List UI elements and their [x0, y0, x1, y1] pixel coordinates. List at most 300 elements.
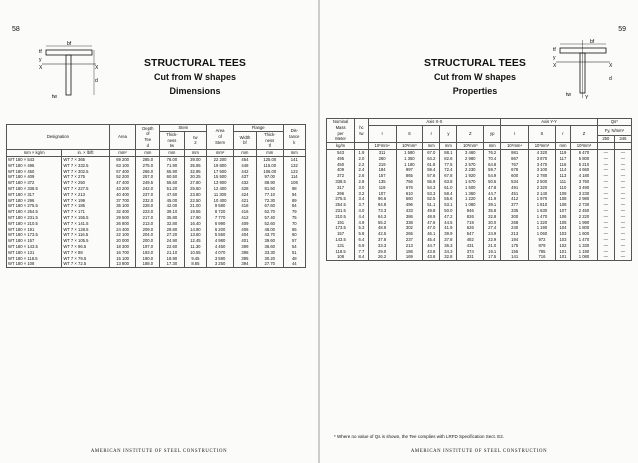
table-cell: WT 180 × 409 [7, 174, 62, 180]
table-cell: 2.8 [355, 179, 369, 185]
table-cell: 4 180 [571, 173, 598, 179]
left-page [0, 0, 318, 463]
table-cell: — [597, 237, 614, 243]
table-cell: 84.8 [368, 202, 396, 208]
table-cell: 401 [233, 238, 256, 244]
table-cell: 268 [501, 220, 529, 226]
table-cell: 547 [457, 231, 484, 237]
table-cell: 16 700 [109, 250, 136, 256]
table-cell: 1 350 [396, 156, 423, 162]
table-cell: WT 180 × 173.5 [7, 232, 62, 238]
table-cell: 47.2 [440, 214, 457, 220]
table-cell: 2 780 [529, 173, 556, 179]
table-cell: 65 [283, 227, 305, 233]
table-cell: 2 500 [529, 179, 556, 185]
table-cell: 13 900 [207, 180, 234, 186]
table-cell: 77.10 [256, 192, 283, 198]
table-cell: 188.0 [136, 261, 160, 267]
table-cell: WT 180 × 210.5 [7, 221, 62, 227]
table-cell: 76.2 [484, 149, 501, 155]
table-cell: 209.0 [136, 227, 160, 233]
table-cell: 756 [396, 179, 423, 185]
table-cell: 6 990 [207, 221, 234, 227]
table-cell: — [614, 179, 631, 185]
table-cell: 51.1 [423, 202, 440, 208]
table-cell: 37.8 [440, 237, 457, 243]
table-cell: 2 140 [529, 191, 556, 197]
table-cell: 194 [501, 237, 529, 243]
table-cell: — [614, 202, 631, 208]
table-cell: 61.8 [423, 162, 440, 168]
table-cell: 110 [555, 185, 570, 191]
table-cell: — [597, 243, 614, 249]
table-cell: 409 [233, 221, 256, 227]
table-cell: 35 100 [109, 203, 136, 209]
table-cell: WT 7 × 171 [62, 209, 109, 215]
table-cell: 157 [368, 173, 396, 179]
table-cell: 111 [555, 179, 570, 185]
x-label-left: X [553, 63, 557, 69]
table-cell: 102 [555, 243, 570, 249]
table-cell: 88.1 [440, 149, 457, 155]
table-cell: 3.7 [355, 202, 369, 208]
table-cell: WT 7 × 213 [62, 192, 109, 198]
table-cell: 275.0 [136, 163, 160, 169]
table-cell: 32.95 [184, 169, 207, 175]
x-label-right: X [95, 65, 99, 71]
tee-section-diagram [38, 40, 100, 102]
table-cell: 22.60 [160, 244, 184, 250]
table-cell: 63.8 [440, 179, 457, 185]
table-cell: 249.5 [136, 180, 160, 186]
table-cell: 19.1 [484, 249, 501, 255]
table-cell: 409 [327, 167, 355, 173]
table-cell: — [597, 202, 614, 208]
table-cell: 496 [396, 202, 423, 208]
table-cell: WT 180 × 296 [7, 198, 62, 204]
table-cell: 231.5 [327, 208, 355, 214]
table-cell: 6.9 [355, 243, 369, 249]
table-cell: 114 [283, 174, 305, 180]
table-cell: 437 [233, 174, 256, 180]
table-cell: — [597, 249, 614, 255]
table-cell: — [597, 191, 614, 197]
table-cell: 2 320 [529, 185, 556, 191]
table-cell: WT 7 × 79.5 [62, 256, 109, 262]
table-cell: WT 180 × 275.5 [7, 203, 62, 209]
table-cell: — [614, 237, 631, 243]
table-cell: 116 [555, 162, 570, 168]
table-cell: 4 980 [207, 238, 234, 244]
table-cell: 981 [501, 149, 529, 155]
table-cell: 406 [233, 227, 256, 233]
page-title: STRUCTURAL TEES [144, 57, 246, 69]
table-cell: — [614, 173, 631, 179]
table-cell: 8 720 [207, 209, 234, 215]
x-label-left: X [39, 65, 43, 71]
table-cell: 42.00 [160, 203, 184, 209]
table-cell: 404 [233, 232, 256, 238]
table-cell: 108 [283, 180, 305, 186]
table-cell: 416 [233, 209, 256, 215]
width-header: Width bf [233, 131, 256, 149]
table-cell: 3.2 [355, 191, 369, 197]
table-cell: 32.8 [440, 254, 457, 260]
table-cell: 45.00 [160, 198, 184, 204]
table-cell: 331 [457, 254, 484, 260]
table-cell: 219 [368, 162, 396, 168]
table-cell: 22.50 [184, 198, 207, 204]
table-cell: 610 [396, 191, 423, 197]
table-cell: 448 [233, 163, 256, 169]
table-cell: 106 [555, 214, 570, 220]
table-cell: 266.0 [136, 169, 160, 175]
table-cell: 19.55 [184, 209, 207, 215]
table-cell: WT 180 × 495 [7, 163, 62, 169]
table-cell: 57.6 [423, 173, 440, 179]
table-cell: 442 [233, 169, 256, 175]
table-cell: 175 [501, 243, 529, 249]
table-cell: 119 [368, 185, 396, 191]
table-cell: 421 [233, 198, 256, 204]
table-cell: 1 810 [529, 202, 556, 208]
axis-xx-header: Axis X-X [368, 119, 501, 126]
table-cell: 96.6 [368, 196, 396, 202]
table-cell: 81.50 [256, 186, 283, 192]
table-cell: 37 700 [109, 198, 136, 204]
table-cell: — [614, 196, 631, 202]
tf-label: tf [39, 49, 42, 55]
table-cell: 626 [457, 225, 484, 231]
table-cell: 55.6 [440, 196, 457, 202]
table-cell: 210.5 [327, 214, 355, 220]
page-number: 58 [12, 26, 20, 33]
table-cell: 6 200 [207, 227, 234, 233]
table-cell: 132 [283, 163, 305, 169]
table-cell: 237 [396, 237, 423, 243]
table-cell: 433 [396, 208, 423, 214]
table-cell: 560 [396, 196, 423, 202]
table-cell: 44.7 [423, 243, 440, 249]
axis-yy-header: Axis Y-Y [501, 119, 598, 126]
table-cell: 41.9 [484, 196, 501, 202]
table-cell: 184 [368, 167, 396, 173]
table-cell: 240 [501, 225, 529, 231]
table-cell: 228.0 [136, 203, 160, 209]
table-cell: 22 100 [109, 232, 136, 238]
table-cell: 451 [501, 191, 529, 197]
table-cell: 543 [327, 149, 355, 155]
table-cell: 107 [555, 208, 570, 214]
bf-label: bf [590, 39, 595, 45]
table-cell: 1 470 [529, 214, 556, 220]
table-cell: — [614, 149, 631, 155]
table-cell: WT 180 × 118.5 [7, 256, 62, 262]
table-cell: 5.3 [355, 225, 369, 231]
table-cell: 155 [501, 249, 529, 255]
dimensions-table [6, 124, 306, 268]
hc-tw-header: hc tw [355, 119, 369, 143]
table-cell: 5 800 [571, 156, 598, 162]
table-cell: 3 460 [457, 149, 484, 155]
table-cell: 24.90 [160, 238, 184, 244]
table-cell: 946 [457, 208, 484, 214]
table-cell: WT 7 × 365 [62, 156, 109, 162]
table-cell: — [597, 220, 614, 226]
table-cell: 143.5 [327, 237, 355, 243]
table-cell: 826 [457, 214, 484, 220]
table-cell: 59.7 [484, 167, 501, 173]
table-cell: 157 [327, 231, 355, 237]
table-cell: 242.0 [136, 186, 160, 192]
table-cell: 1 330 [571, 243, 598, 249]
table-cell: 9 580 [207, 203, 234, 209]
table-cell: 27.4 [484, 225, 501, 231]
table-cell: 1 080 [571, 254, 598, 260]
table-cell: 338 [396, 220, 423, 226]
table-cell: 47.8 [484, 185, 501, 191]
table-cell: 47.6 [423, 220, 440, 226]
depth-header: Depth of Tee d [136, 125, 160, 150]
table-cell: 2 980 [571, 196, 598, 202]
section-title: Dimensions [169, 86, 221, 96]
table-cell: 105 [555, 220, 570, 226]
table-cell: 60 [283, 232, 305, 238]
table-cell: 26 800 [109, 221, 136, 227]
table-cell: — [614, 214, 631, 220]
table-cell: 32 400 [109, 209, 136, 215]
table-cell: 101 [555, 249, 570, 255]
table-cell: WT 180 × 372 [7, 180, 62, 186]
table-cell: WT 180 × 543 [7, 156, 62, 162]
table-cell: 51.20 [160, 186, 184, 192]
table-cell: WT 180 × 157 [7, 238, 62, 244]
table-cell: 47.0 [423, 225, 440, 231]
table-cell: 41.9 [440, 225, 457, 231]
table-cell: — [614, 156, 631, 162]
table-cell: 118.5 [327, 249, 355, 255]
table-cell: 9.45 [184, 256, 207, 262]
table-cell: 2.4 [355, 167, 369, 173]
table-cell: 432 [233, 180, 256, 186]
table-cell: — [614, 167, 631, 173]
table-cell: 44.7 [484, 191, 501, 197]
table-cell: WT 7 × 185 [62, 203, 109, 209]
table-cell: 35.95 [184, 163, 207, 169]
table-cell: WT 180 × 450 [7, 169, 62, 175]
table-cell: 59.4 [423, 167, 440, 173]
table-cell: 302 [396, 225, 423, 231]
table-cell: 450 [327, 162, 355, 168]
table-cell: 24.9 [484, 231, 501, 237]
stem-area-header: Area of Stem [207, 125, 234, 150]
table-cell: 43 200 [109, 186, 136, 192]
table-cell: — [597, 149, 614, 155]
table-cell: 72.30 [256, 198, 283, 204]
table-cell: 39.9 [440, 231, 457, 237]
table-cell: WT 7 × 96.5 [62, 244, 109, 250]
fy-header: Fy, N/mm² [597, 125, 631, 136]
units-row: kg/m 10⁶mm⁴ 10³mm³ mm mm 10³mm³ mm 10⁶mm⁴ 10³mm³ mm 10³mm³ [327, 143, 632, 150]
table-cell: 412 [501, 196, 529, 202]
table-cell: 4 450 [207, 244, 234, 250]
table-cell: 186 [396, 249, 423, 255]
table-cell: WT 7 × 332.5 [62, 163, 109, 169]
table-cell: — [597, 162, 614, 168]
table-cell: 8.4 [355, 254, 369, 260]
table-cell: 117 [555, 156, 570, 162]
table-cell: 57 [283, 238, 305, 244]
table-cell: — [614, 254, 631, 260]
table-cell: 21.10 [160, 250, 184, 256]
table-cell: 5 210 [571, 162, 598, 168]
table-cell: 58.4 [440, 191, 457, 197]
table-cell: 101 [555, 254, 570, 260]
table-cell: 54.3 [423, 185, 440, 191]
table-cell: 48 [283, 256, 305, 262]
bf-label: bf [67, 41, 72, 47]
table-cell: 879 [529, 243, 556, 249]
table-cell: 33.3 [368, 243, 396, 249]
page-number: 59 [618, 26, 626, 33]
table-cell: 223.0 [136, 209, 160, 215]
table-cell: — [597, 179, 614, 185]
stem-thickness-header: Thick- ness tw [160, 131, 184, 149]
y-label: y [39, 57, 42, 63]
table-cell: 141 [283, 156, 305, 162]
table-cell: 47 400 [109, 180, 136, 186]
table-cell: — [597, 231, 614, 237]
table-cell: 169 [396, 254, 423, 260]
table-cell: WT 7 × 105.5 [62, 238, 109, 244]
table-cell: 67.60 [256, 203, 283, 209]
table-cell: 2.6 [355, 173, 369, 179]
table-cell: 60.50 [160, 174, 184, 180]
page-subtitle: Cut from W shapes [433, 72, 516, 82]
table-cell: 50.5 [484, 179, 501, 185]
table-cell: 1 670 [457, 179, 484, 185]
table-cell: 50.0 [440, 208, 457, 214]
table-cell: 1 190 [571, 249, 598, 255]
table-cell: 1 500 [457, 185, 484, 191]
table-cell: 131 [327, 243, 355, 249]
table-cell: 7.7 [355, 249, 369, 255]
half-tw-header: tw 2 [184, 131, 207, 149]
table-cell: 43.70 [256, 232, 283, 238]
table-cell: WT 180 × 143.5 [7, 244, 62, 250]
table-cell: 36.60 [256, 244, 283, 250]
table-cell: 39.1 [484, 202, 501, 208]
tw-label: tw [566, 92, 571, 98]
table-cell: 22.9 [484, 237, 501, 243]
x-label-right: X [609, 63, 613, 69]
table-cell: 1 970 [529, 196, 556, 202]
table-cell: 94 [283, 192, 305, 198]
table-cell: 22 200 [207, 156, 234, 162]
units-row: mm × kg/m in. × lb/ft mm² mm mm mm mm² mm mm mm [7, 150, 306, 157]
table-cell: — [614, 191, 631, 197]
table-cell: 26.2 [368, 254, 396, 260]
table-cell: 482 [457, 237, 484, 243]
table-cell: WT 7 × 116.5 [62, 232, 109, 238]
table-cell: 36.3 [440, 243, 457, 249]
table-cell: 18.90 [160, 256, 184, 262]
table-cell: 7 770 [207, 215, 234, 221]
table-cell: — [597, 214, 614, 220]
table-cell: 40 400 [109, 192, 136, 198]
table-cell: 12.45 [184, 238, 207, 244]
table-cell: 32.80 [160, 221, 184, 227]
table-cell: 4.0 [355, 208, 369, 214]
section-title: Properties [452, 86, 498, 96]
table-cell: 119 [555, 149, 570, 155]
table-cell: WT 7 × 275 [62, 174, 109, 180]
table-cell: 70.4 [484, 156, 501, 162]
table-cell: 398 [233, 250, 256, 256]
table-cell: 17 500 [207, 169, 234, 175]
table-cell: 193.0 [136, 250, 160, 256]
table-cell: 1 180 [396, 162, 423, 168]
table-cell: 4 660 [571, 167, 598, 173]
table-cell: 4 320 [529, 149, 556, 155]
table-cell: — [597, 185, 614, 191]
distance-header: Dis- tance k [283, 125, 305, 150]
table-cell: 61.0 [440, 185, 457, 191]
table-cell: WT 180 × 131 [7, 250, 62, 256]
nominal-mass-header: Nominal Mass per Meter [327, 119, 355, 143]
table-cell: WT 180 × 108 [7, 261, 62, 267]
table-cell: — [614, 185, 631, 191]
table-cell: 62.70 [256, 209, 283, 215]
table-cell: 73.3 [368, 208, 396, 214]
table-cell: 98 [283, 186, 305, 192]
table-cell: 88.90 [256, 180, 283, 186]
table-cell: 55.9 [423, 179, 440, 185]
Y-axis-label: Y [585, 95, 589, 100]
flange-thickness-header: Thick- ness tf [256, 131, 283, 149]
tee-section-diagram [552, 38, 614, 100]
table-cell: 534 [501, 179, 529, 185]
table-cell: 104 [555, 225, 570, 231]
table-cell: 115.00 [256, 163, 283, 169]
table-cell: 17.30 [160, 261, 184, 267]
table-cell: 52.60 [256, 221, 283, 227]
table-cell: 190.0 [136, 256, 160, 262]
table-cell: 25.60 [184, 186, 207, 192]
table-cell: 97.00 [256, 174, 283, 180]
table-cell: 24 400 [109, 227, 136, 233]
table-cell: 64.8 [484, 162, 501, 168]
table-cell: 173.5 [327, 225, 355, 231]
table-cell: 108 [555, 196, 570, 202]
d-label: d [609, 76, 612, 82]
table-cell: 678 [501, 167, 529, 173]
table-cell: 27.70 [256, 261, 283, 267]
table-cell: 3 100 [529, 167, 556, 173]
table-cell: 213 [501, 231, 529, 237]
table-cell: 54.9 [484, 173, 501, 179]
table-cell: 71.90 [160, 163, 184, 169]
table-cell: WT 7 × 302.5 [62, 169, 109, 175]
table-cell: 676 [396, 185, 423, 191]
table-cell: 785 [529, 249, 556, 255]
table-cell: 1 080 [457, 202, 484, 208]
table-cell: 43.6 [423, 254, 440, 260]
table-cell: 34.3 [440, 249, 457, 255]
table-cell: 275.5 [327, 196, 355, 202]
table-cell: 10.55 [184, 250, 207, 256]
table-cell: — [597, 167, 614, 173]
